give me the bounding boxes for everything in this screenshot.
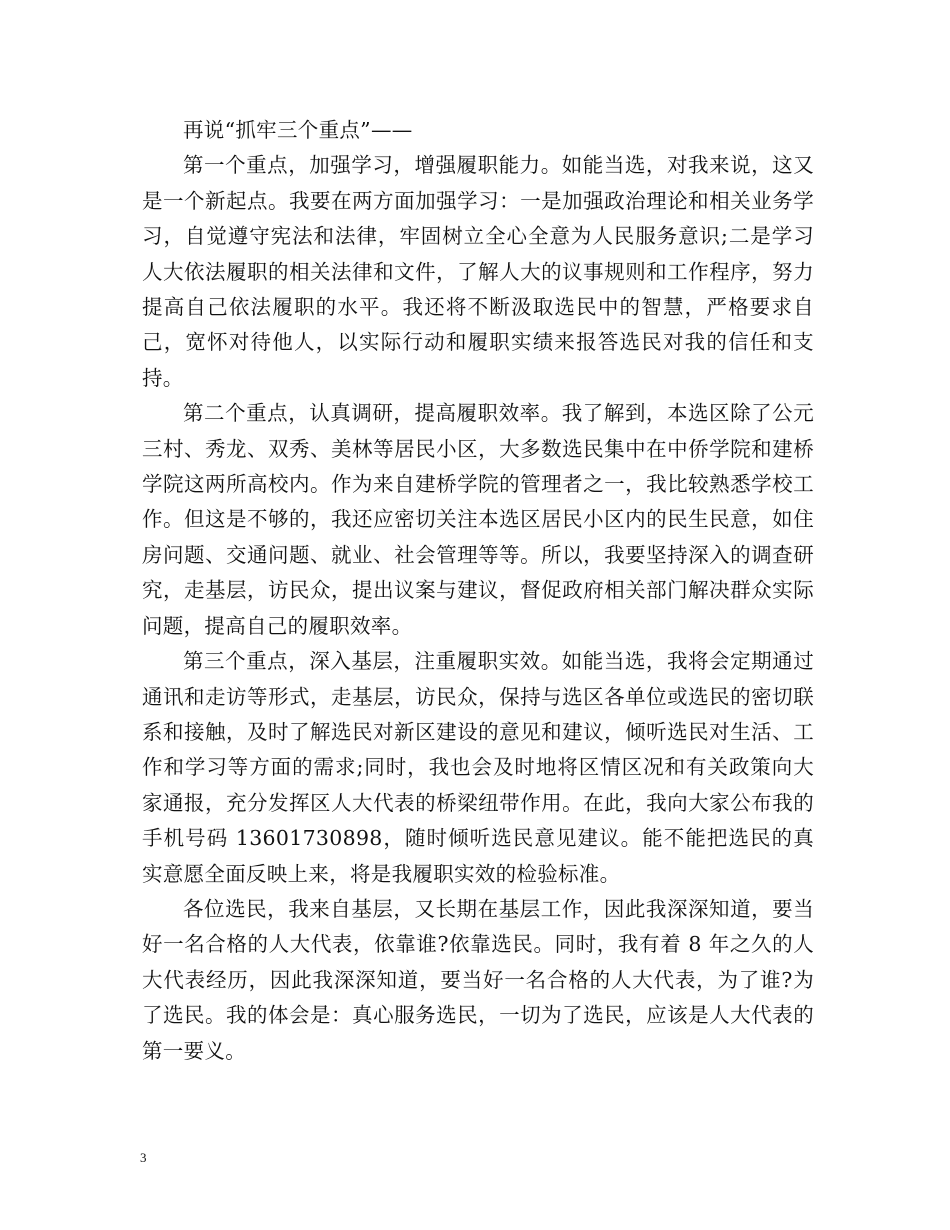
paragraph-first-focus: 第一个重点，加强学习，增强履职能力。如能当选，对我来说，这又是一个新起点。我要在两方面加强学习：一是加强政治理论和相关业务学习，自觉遵守宪法和法律，牢固树立全心全意为人民服务意识;二是学习人大依法履职的相关法律和文件，了解人大的议事规则和工作程序，努力提高自己依法履职的水平。我还将不断汲取选民中的智慧，严格要求自己，宽怀对待他人，以实际行动和履职实绩来报答选民对我的信任和支持。 [142, 153, 814, 390]
page-number: 3 [140, 1150, 147, 1165]
document-body [142, 113, 814, 1069]
paragraph-closing: 各位选民，我来自基层，又长期在基层工作，因此我深深知道，要当好一名合格的人大代表，依靠谁?依靠选民。同时，我有着 8 年之久的人大代表经历，因此我深深知道，要当好一名合格的人大代表，为了谁?为了选民。我的体会是：真心服务选民，一切为了选民，应该是人大代表的第一要义。 [142, 896, 814, 1063]
paragraph-second-focus: 第二个重点，认真调研，提高履职效率。我了解到，本选区除了公元三村、秀龙、双秀、美林等居民小区，大多数选民集中在中侨学院和建桥学院这两所高校内。作为来自建桥学院的管理者之一，我比较熟悉学校工作。但这是不够的，我还应密切关注本选区居民小区内的民生民意，如住房问题、交通问题、就业、社会管理等等。所以，我要坚持深入的调查研究，走基层，访民众，提出议案与建议，督促政府相关部门解决群众实际问题，提高自己的履职效率。 [142, 401, 814, 638]
paragraph-intro: 再说“抓牢三个重点”—— [183, 118, 413, 142]
paragraph-third-focus: 第三个重点，深入基层，注重履职实效。如能当选，我将会定期通过通讯和走访等形式，走基层，访民众，保持与选区各单位或选民的密切联系和接触，及时了解选民对新区建设的意见和建议，倾听选民对生活、工作和学习等方面的需求;同时，我也会及时地将区情区况和有关政策向大家通报，充分发挥区人大代表的桥梁纽带作用。在此，我向大家公布我的手机号码 13601730898，随时倾听选民意见建议。能不能把选民的真实意愿全面反映上来，将是我履职实效的检验标准。 [142, 649, 814, 886]
